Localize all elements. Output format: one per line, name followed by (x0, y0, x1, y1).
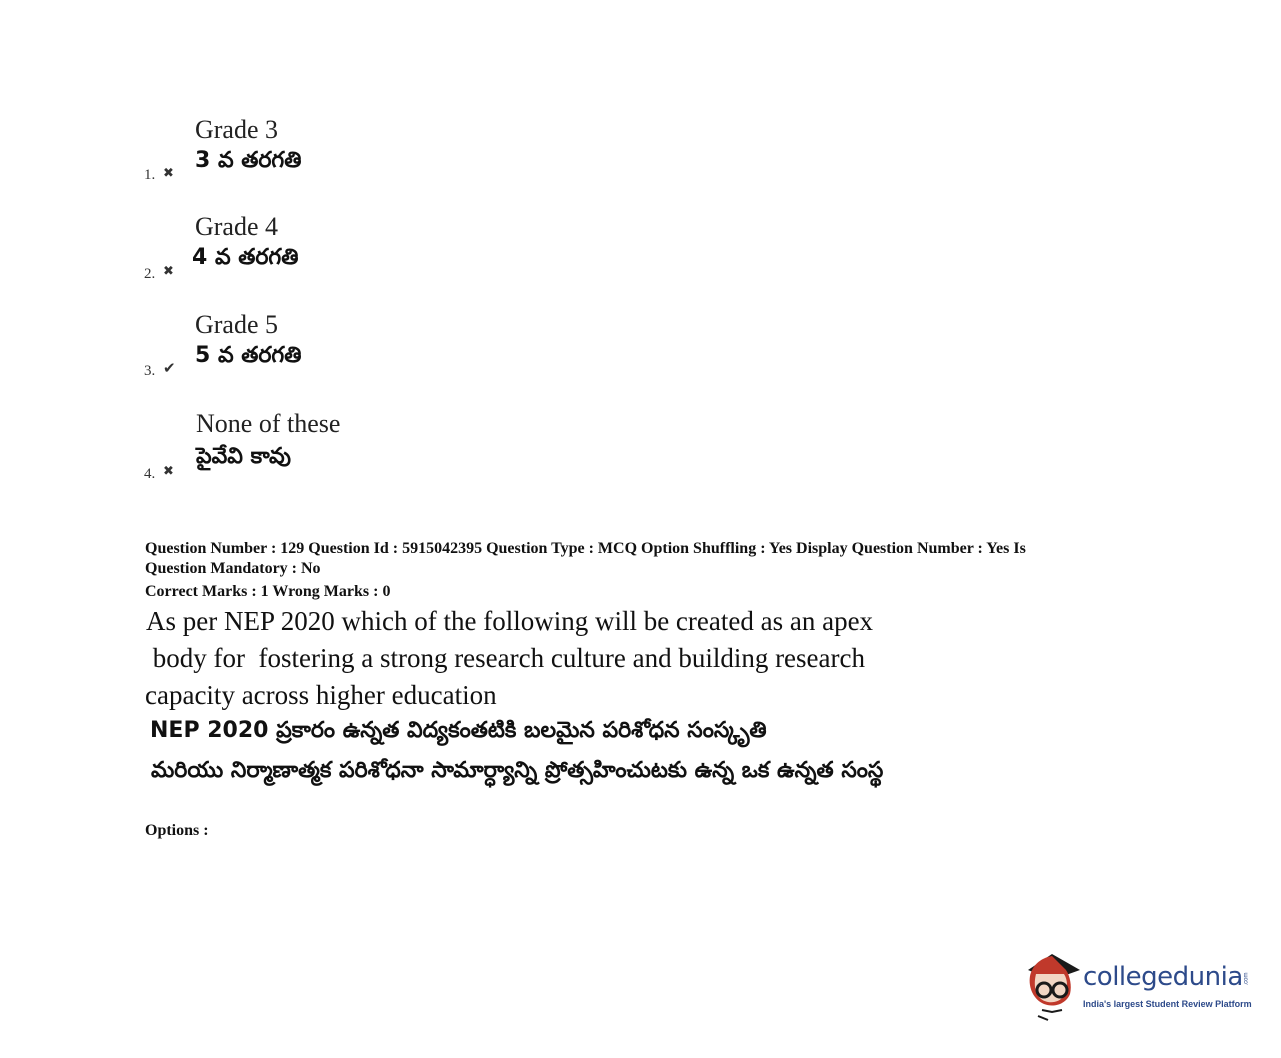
logo-name: collegedunia (1083, 962, 1243, 992)
option-1-english: Grade 3 (195, 115, 279, 144)
question-meta-line-2: Question Mandatory : No (145, 560, 321, 577)
student-mascot-icon (1022, 950, 1084, 1022)
option-1-telugu: 3 వ తరగతి (195, 148, 302, 173)
option-2-telugu: 4 వ తరగతి (192, 245, 299, 270)
option-4-number: 4. (144, 466, 156, 482)
logo-suffix: .com (1243, 972, 1250, 986)
option-2-english: Grade 4 (195, 212, 279, 241)
question-text-line-3: capacity across higher education (145, 680, 497, 710)
option-3-english: Grade 5 (195, 310, 279, 339)
option-2-number: 2. (144, 266, 156, 282)
question-meta-line-1: Question Number : 129 Question Id : 5915042395 Question Type : MCQ Option Shuffling : Yes Display Question Number : Yes Is (145, 540, 1026, 557)
logo-tagline: India's largest Student Review Platform (1083, 999, 1252, 1009)
question-text-line-1: As per NEP 2020 which of the following will be created as an apex (146, 606, 874, 636)
options-label: Options : (145, 822, 209, 839)
question-telugu-line-1: NEP 2020 ప్రకారం ఉన్నత విద్యకంతటికి బలమైన పరిశోధన సంస్కృతి (150, 718, 767, 743)
cross-icon: ✖ (163, 263, 174, 278)
collegedunia-logo (1022, 950, 1262, 1022)
cross-icon: ✖ (163, 463, 174, 478)
question-text-line-2: body for fostering a strong research culture and building research (146, 643, 865, 673)
marks-line: Correct Marks : 1 Wrong Marks : 0 (145, 583, 391, 600)
cross-icon: ✖ (163, 165, 174, 180)
option-1-number: 1. (144, 167, 156, 183)
option-4-english: None of these (196, 409, 341, 438)
option-3-number: 3. (144, 363, 156, 379)
check-icon: ✔ (163, 361, 176, 377)
option-3-telugu: 5 వ తరగతి (195, 343, 302, 368)
option-4 (0, 404, 700, 494)
option-2 (0, 207, 700, 297)
option-4-telugu: పైవేవి కావు (196, 444, 291, 469)
question-telugu-line-2: మరియు నిర్మాణాత్మక పరిశోధనా సామార్ధ్యాన్ని ప్రోత్సహించుటకు ఉన్న ఒక ఉన్నత సంస్థ (151, 758, 884, 783)
option-1 (0, 110, 700, 200)
option-3 (0, 305, 700, 395)
